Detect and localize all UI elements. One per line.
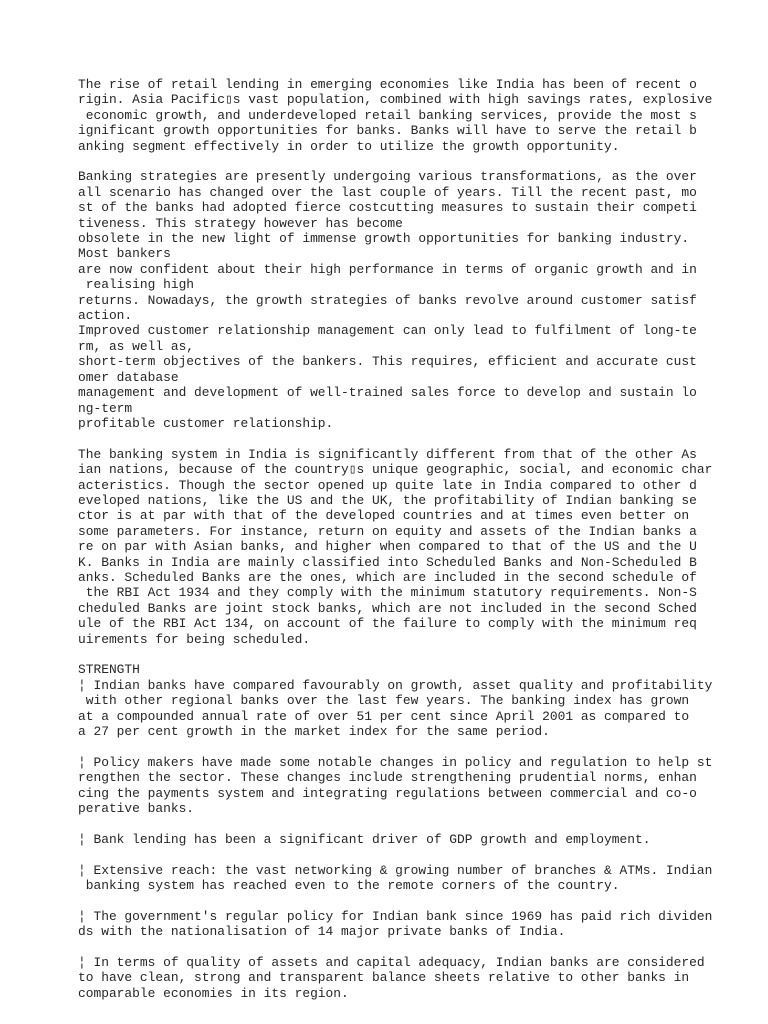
text-line: ¦ The government's regular policy for Indian bank since 1969 has paid rich dividen	[78, 908, 713, 924]
text-line: ¦ Policy makers have made some notable changes in policy and regulation to help st	[78, 754, 713, 770]
text-line: to have clean, strong and transparent balance sheets relative to other banks in	[78, 970, 690, 986]
text-line: K. Banks in India are mainly classified into Scheduled Banks and Non-Scheduled B	[78, 554, 697, 570]
text-line: some parameters. For instance, return on equity and assets of the Indian banks a	[78, 523, 697, 539]
text-line: The banking system in India is significantly different from that of the other As	[78, 446, 697, 462]
section-heading	[78, 662, 758, 677]
text-line: returns. Nowadays, the growth strategies of banks revolve around customer satisf	[78, 292, 697, 308]
text-line: uirements for being scheduled.	[78, 631, 311, 647]
text-line: rigin. Asia Pacific▯s vast population, combined with high savings rates, explosive	[78, 92, 713, 108]
text-line: anks. Scheduled Banks are the ones, which are included in the second schedule of	[78, 569, 697, 585]
text-line: acteristics. Though the sector opened up quite late in India compared to other d	[78, 477, 697, 493]
text-line: obsolete in the new light of immense growth opportunities for banking industry.	[78, 231, 690, 247]
paragraph	[78, 755, 758, 817]
text-line: ctor is at par with that of the developed countries and at times even better on	[78, 508, 690, 524]
text-line: ignificant growth opportunities for banks. Banks will have to serve the retail b	[78, 123, 697, 139]
paragraph	[78, 832, 758, 847]
paragraph	[78, 909, 758, 940]
text-line: Banking strategies are presently undergoing various transformations, as the over	[78, 169, 697, 185]
text-line: ian nations, because of the country▯s unique geographic, social, and economic char	[78, 462, 713, 478]
text-line: banking system has reached even to the remote corners of the country.	[78, 878, 620, 894]
text-line: cheduled Banks are joint stock banks, which are not included in the second Sched	[78, 600, 697, 616]
text-line: omer database	[78, 369, 179, 385]
text-line: profitable customer relationship.	[78, 415, 334, 431]
text-line: Improved customer relationship management can only lead to fulfilment of long-te	[78, 323, 697, 339]
text-line: ¦ Bank lending has been a significant driver of GDP growth and employment.	[78, 831, 651, 847]
document-page	[78, 77, 758, 1017]
text-line: economic growth, and underdeveloped retail banking services, provide the most s	[78, 107, 697, 123]
text-line: ng-term	[78, 400, 133, 416]
paragraph	[78, 863, 758, 894]
text-line: a 27 per cent growth in the market index for the same period.	[78, 724, 550, 740]
text-line: ¦ Indian banks have compared favourably on growth, asset quality and profitability	[78, 677, 713, 693]
text-line: are now confident about their high performance in terms of organic growth and in	[78, 261, 697, 277]
text-line: at a compounded annual rate of over 51 per cent since April 2001 as compared to	[78, 708, 690, 724]
text-line: STRENGTH	[78, 662, 140, 678]
text-line: with other regional banks over the last few years. The banking index has grown	[78, 693, 690, 709]
text-line: st of the banks had adopted fierce costcutting measures to sustain their competi	[78, 200, 697, 216]
text-line: perative banks.	[78, 801, 195, 817]
paragraph	[78, 678, 758, 740]
paragraph	[78, 77, 758, 154]
paragraph	[78, 955, 758, 1001]
text-line: tiveness. This strategy however has become	[78, 215, 403, 231]
text-line: ule of the RBI Act 134, on account of the failure to comply with the minimum req	[78, 616, 697, 632]
text-line: all scenario has changed over the last couple of years. Till the recent past, mo	[78, 184, 697, 200]
text-line: management and development of well-trained sales force to develop and sustain lo	[78, 385, 697, 401]
text-line: re on par with Asian banks, and higher when compared to that of the US and the U	[78, 539, 697, 555]
text-line: the RBI Act 1934 and they comply with the minimum statutory requirements. Non-S	[78, 585, 697, 601]
text-line: realising high	[78, 277, 195, 293]
text-line: rengthen the sector. These changes include strengthening prudential norms, enhan	[78, 770, 697, 786]
text-line: cing the payments system and integrating regulations between commercial and co-o	[78, 785, 697, 801]
paragraph	[78, 447, 758, 647]
text-line: short-term objectives of the bankers. This requires, efficient and accurate cust	[78, 354, 697, 370]
text-line: rm, as well as,	[78, 338, 195, 354]
paragraph	[78, 169, 758, 431]
text-line: ¦ In terms of quality of assets and capital adequacy, Indian banks are considered	[78, 955, 705, 971]
text-line: ¦ Extensive reach: the vast networking & growing number of branches & ATMs. Indian	[78, 862, 713, 878]
text-line: action.	[78, 308, 133, 324]
text-line: comparable economies in its region.	[78, 985, 349, 1001]
text-line: anking segment effectively in order to utilize the growth opportunity.	[78, 138, 620, 154]
text-line: eveloped nations, like the US and the UK, the profitability of Indian banking se	[78, 492, 697, 508]
text-line: The rise of retail lending in emerging economies like India has been of recent o	[78, 77, 697, 92]
text-line: Most bankers	[78, 246, 171, 262]
text-line: ds with the nationalisation of 14 major private banks of India.	[78, 924, 566, 940]
